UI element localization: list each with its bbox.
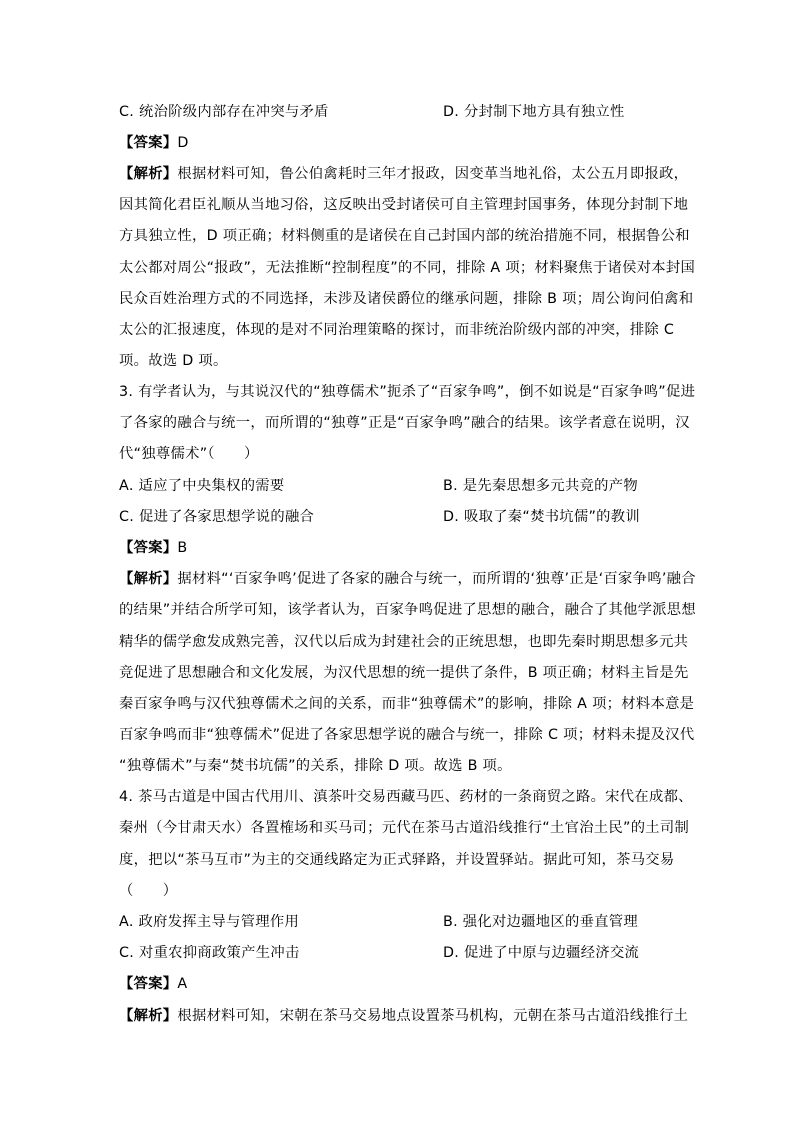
answer-tag: 【答案】	[119, 976, 178, 992]
q2-answer-value: D	[177, 135, 189, 151]
q2-analysis-line: 太公都对周公“报政”，无法推断“控制程度”的不同，排除 A 项；材料聚焦于诸侯对本封国	[119, 260, 696, 276]
q4-analysis-line	[119, 1006, 689, 1026]
analysis-tag: 【解析】	[119, 166, 178, 182]
q2-option-d: D. 分封制下地方具有独立性	[443, 104, 625, 120]
q3-option-b: B. 是先秦思想多元共竞的产物	[443, 478, 638, 494]
q3-answer-line	[119, 538, 679, 558]
answer-tag: 【答案】	[119, 135, 178, 151]
q3-analysis-line: 的结果”并结合所学可知，该学者认为，百家争鸣促进了思想的融合，融合了其他学派思想	[119, 602, 696, 618]
q2-option-c: C. 统治阶级内部存在冲突与矛盾	[119, 104, 329, 120]
q3-stem-line: 3. 有学者认为，与其说汉代的“独尊儒术”扼杀了“百家争鸣”，倒不如说是“百家争鸣”促进	[119, 384, 696, 400]
q3-stem-line: 了各家的融合与统一，而所谓的“独尊”正是“百家争鸣”融合的结果。该学者意在说明，汉	[119, 415, 690, 431]
analysis-tag: 【解析】	[119, 1008, 178, 1024]
q3-analysis-line: 竞促进了思想融合和文化发展，为汉代思想的统一提供了条件，B 项正确；材料主旨是先	[119, 665, 689, 681]
q4-stem-line: （ ）	[119, 883, 178, 899]
q3-option-a: A. 适应了中央集权的需要	[119, 478, 285, 494]
q4-answer-value: A	[177, 976, 188, 992]
q3-answer-value: B	[177, 540, 188, 556]
q3-analysis-text: 据材料“‘百家争鸣’促进了各家的融合与统一，而所谓的‘独尊’正是‘百家争鸣’融合	[177, 571, 696, 587]
q4-option-d: D. 促进了中原与边疆经济交流	[443, 945, 640, 961]
q4-stem-line: 秦州（今甘肃天水）各置榷场和买马司；元代在茶马古道沿线推行“土官治土民”的土司制	[119, 820, 690, 836]
q3-analysis-line: 精华的儒学愈发成熟完善，汉代以后成为封建社会的正统思想，也即先秦时期思想多元共	[119, 634, 689, 650]
q2-analysis-text: 根据材料可知，鲁公伯禽耗时三年才报政，因变革当地礼俗，太公五月即报政，	[177, 166, 689, 182]
q4-option-a: A. 政府发挥主导与管理作用	[119, 914, 300, 930]
q3-stem-line: 代“独尊儒术”（ ）	[119, 446, 259, 462]
q2-answer-line	[119, 133, 679, 153]
q3-analysis-line: “独尊儒术”与秦“焚书坑儒”的关系，排除 D 项。故选 B 项。	[119, 758, 512, 774]
q3-option-c: C. 促进了各家思想学说的融合	[119, 509, 315, 525]
q2-analysis-line: 项。故选 D 项。	[119, 353, 228, 369]
q2-analysis-line	[119, 164, 689, 184]
q2-analysis-line: 方具独立性，D 项正确；材料侧重的是诸侯在自己封国内部的统治措施不同，根据鲁公和	[119, 228, 690, 244]
answer-tag: 【答案】	[119, 540, 178, 556]
q2-analysis-line: 太公的汇报速度，体现的是对不同治理策略的探讨，而非统治阶级内部的冲突，排除 C	[119, 322, 675, 338]
q2-analysis-line: 因其简化君臣礼顺从当地习俗，这反映出受封诸侯可自主管理封国事务，体现分封制下地	[119, 197, 689, 213]
q2-analysis-line: 民众百姓治理方式的不同选择，未涉及诸侯爵位的继承问题，排除 B 项；周公询问伯禽和	[119, 291, 694, 307]
q3-analysis-line: 秦百家争鸣与汉代独尊儒术之间的关系，而非“独尊儒术”的影响，排除 A 项；材料本意是	[119, 696, 695, 712]
q3-option-d: D. 吸取了秦“焚书坑儒”的教训	[443, 509, 640, 525]
q3-analysis-line	[119, 569, 696, 589]
q4-option-c: C. 对重农抑商政策产生冲击	[119, 945, 300, 961]
q4-stem-line: 4. 茶马古道是中国古代用川、滇茶叶交易西藏马匹、药材的一条商贸之路。宋代在成都、	[119, 789, 693, 805]
q4-answer-line	[119, 974, 679, 994]
q4-analysis-text: 根据材料可知，宋朝在茶马交易地点设置茶马机构，元朝在茶马古道沿线推行土	[177, 1008, 689, 1024]
q4-option-b: B. 强化对边疆地区的垂直管理	[443, 914, 638, 930]
q3-analysis-line: 百家争鸣而非“独尊儒术”促进了各家思想学说的融合与统一，排除 C 项；材料未提及汉代	[119, 727, 695, 743]
q4-stem-line: 度，把以“茶马互市”为主的交通线路定为正式驿路，并设置驿站。据此可知，茶马交易	[119, 852, 675, 868]
analysis-tag: 【解析】	[119, 571, 178, 587]
